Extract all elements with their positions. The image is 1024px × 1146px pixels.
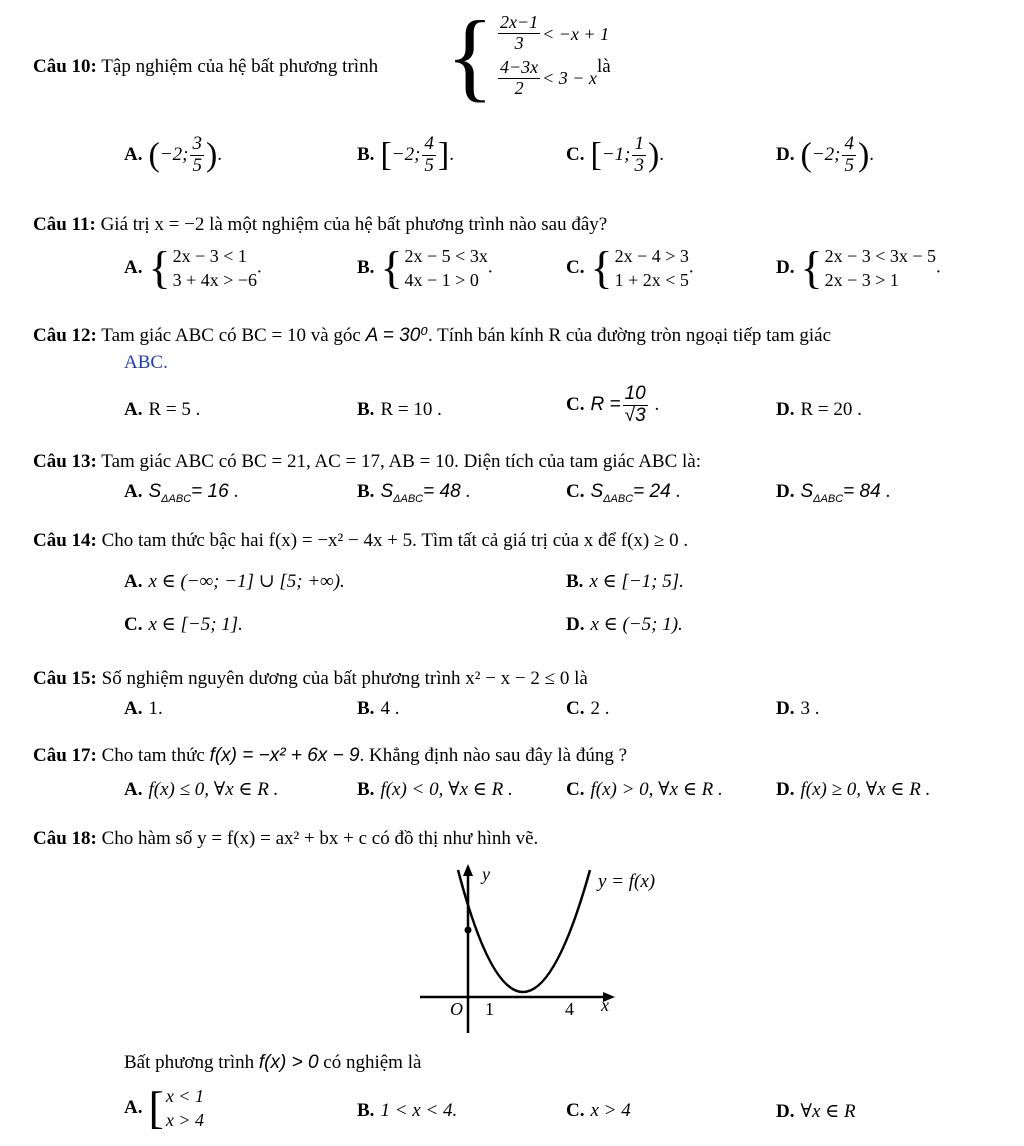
q17-option-b[interactable]: B. f(x) < 0, ∀x ∈ R .: [357, 779, 513, 800]
q10-r2-rest: < 3 − x: [542, 68, 597, 89]
q12-option-a[interactable]: A. R = 5 .: [124, 399, 201, 420]
q15-option-d[interactable]: D. 3 .: [776, 698, 820, 719]
q11-stem: [33, 214, 607, 236]
q18-prompt-function: f(x) > 0: [258, 1052, 319, 1073]
q13-stem: Câu 13: Tam giác ABC có BC = 21, AC = 17, AB = 10. Diện tích của tam giác ABC là:: [33, 451, 702, 472]
q10-option-c[interactable]: C. [−1; $\frac{1}{3}$ ).: [566, 133, 665, 176]
q12-option-c[interactable]: C. R = $\frac{10}{√3}$ .: [566, 383, 660, 426]
q14-option-c[interactable]: C. x ∈ [−5; 1].: [124, 614, 243, 635]
q14-option-d[interactable]: D. x ∈ (−5; 1).: [566, 614, 683, 635]
q12-stem-line2: ABC.: [124, 352, 168, 373]
q10-r1-rest: < −x + 1: [542, 23, 610, 44]
q13-option-b[interactable]: B. $S_{\Delta ABC}= 48$ .: [357, 481, 471, 505]
q15-label: Câu 15:: [33, 668, 97, 689]
q10-r2-num: 4−3x: [500, 57, 539, 77]
q10-label: Câu 10:: [33, 56, 97, 77]
q10-r1-num: 2x−1: [500, 12, 539, 33]
q17-option-a[interactable]: A. f(x) ≤ 0, ∀x ∈ R .: [124, 779, 279, 800]
q12-option-b[interactable]: B. R = 10 .: [357, 399, 442, 420]
q18-prompt: Bất phương trình f(x) > 0 có nghiệm là: [124, 1052, 422, 1073]
q18-option-c[interactable]: C. x > 4: [566, 1100, 631, 1121]
graph-y-label: y: [482, 864, 490, 884]
q13-label: Câu 13:: [33, 451, 97, 472]
q17-stem: Câu 17: Cho tam thức f(x) = −x² + 6x − 9. Khẳng định nào sau đây là đúng ?: [33, 745, 628, 766]
q15-stem: Câu 15: Số nghiệm nguyên dương của bất phương trình x² − x − 2 ≤ 0 là: [33, 668, 588, 689]
q17-option-d[interactable]: D. f(x) ≥ 0, ∀x ∈ R .: [776, 779, 931, 800]
graph-x-label: x: [601, 995, 609, 1015]
q12-angle: A = 30⁰: [365, 325, 428, 346]
q11-option-b[interactable]: B. { 2x − 5 < 3x 4x − 1 > 0 .: [357, 242, 493, 294]
q11-text: Giá trị x = −2 là một nghiệm của hệ bất phương trình nào sau đây?: [100, 214, 608, 235]
q10-system: { $\frac{2x-1}{3}$ < −x + 1 $\frac{4-3x}{2}$ < 3 − x: [446, 0, 610, 111]
q10-text: Tập nghiệm của hệ bất phương trình: [101, 56, 379, 77]
q11-option-a[interactable]: A. { 2x − 3 < 1 3 + 4x > −6 .: [124, 242, 262, 294]
q13-option-c[interactable]: C. $S_{\Delta ABC}= 24$ .: [566, 481, 681, 505]
q15-option-b[interactable]: B. 4 .: [357, 698, 400, 719]
graph-parabola: [458, 870, 590, 992]
q18-option-a[interactable]: A. [ x < 1 x > 4: [124, 1082, 204, 1134]
q10-tail: là: [597, 56, 611, 77]
graph-y-intercept: [465, 927, 472, 934]
q14-stem: Câu 14: Cho tam thức bậc hai f(x) = −x² − 4x + 5. Tìm tất cả giá trị của x để f(x) ≥ 0 .: [33, 530, 689, 551]
q11-option-c[interactable]: C. { 2x − 4 > 3 1 + 2x < 5 .: [566, 242, 694, 294]
q11-label: Câu 11:: [33, 214, 96, 235]
q14-option-a[interactable]: A. x ∈ (−∞; −1] ∪ [5; +∞).: [124, 571, 345, 592]
q18-stem: Câu 18: Cho hàm số y = f(x) = ax² + bx + c có đồ thị như hình vẽ.: [33, 828, 539, 849]
q14-label: Câu 14:: [33, 530, 97, 551]
q12-label: Câu 12:: [33, 325, 97, 346]
graph-root2-label: 4: [565, 999, 574, 1019]
q17-label: Câu 17:: [33, 745, 97, 766]
q18-label: Câu 18:: [33, 828, 97, 849]
q17-option-c[interactable]: C. f(x) > 0, ∀x ∈ R .: [566, 779, 723, 800]
q15-option-a[interactable]: A. 1.: [124, 698, 163, 719]
q10-stem: [33, 56, 378, 78]
q17-function: f(x) = −x² + 6x − 9: [209, 745, 360, 766]
graph-root1-label: 1: [485, 999, 494, 1019]
q18-option-b[interactable]: B. 1 < x < 4.: [357, 1100, 458, 1121]
q10-r1-den: 3: [514, 33, 524, 54]
graph-origin-label: O: [450, 999, 463, 1019]
q11-option-d[interactable]: D. { 2x − 3 < 3x − 5 2x − 3 > 1 .: [776, 242, 941, 294]
q10-option-a[interactable]: A. (−2; $\frac{3}{5}$ ).: [124, 133, 223, 176]
q10-option-b[interactable]: B. [−2; $\frac{4}{5}$ ].: [357, 133, 454, 176]
q15-option-c[interactable]: C. 2 .: [566, 698, 610, 719]
q14-option-b[interactable]: B. x ∈ [−1; 5].: [566, 571, 684, 592]
q13-option-d[interactable]: D. $S_{\Delta ABC}= 84$ .: [776, 481, 891, 505]
graph-y-arrow: [463, 864, 473, 876]
q10-r2-den: 2: [514, 77, 524, 98]
q10-option-d[interactable]: D. (−2; $\frac{4}{5}$ ).: [776, 133, 875, 176]
q12-option-d[interactable]: D. R = 20 .: [776, 399, 862, 420]
graph-curve-label: y = f(x): [598, 871, 656, 892]
q12-stem: Câu 12: Tam giác ABC có BC = 10 và góc A = 30⁰. Tính bán kính R của đường tròn ngoại tiếp tam giác: [33, 325, 832, 346]
q18-graph: [410, 858, 710, 1040]
q18-option-d[interactable]: D. ∀x ∈ R: [776, 1101, 856, 1122]
q13-option-a[interactable]: A. $S_{\Delta ABC}= 16$ .: [124, 481, 239, 505]
